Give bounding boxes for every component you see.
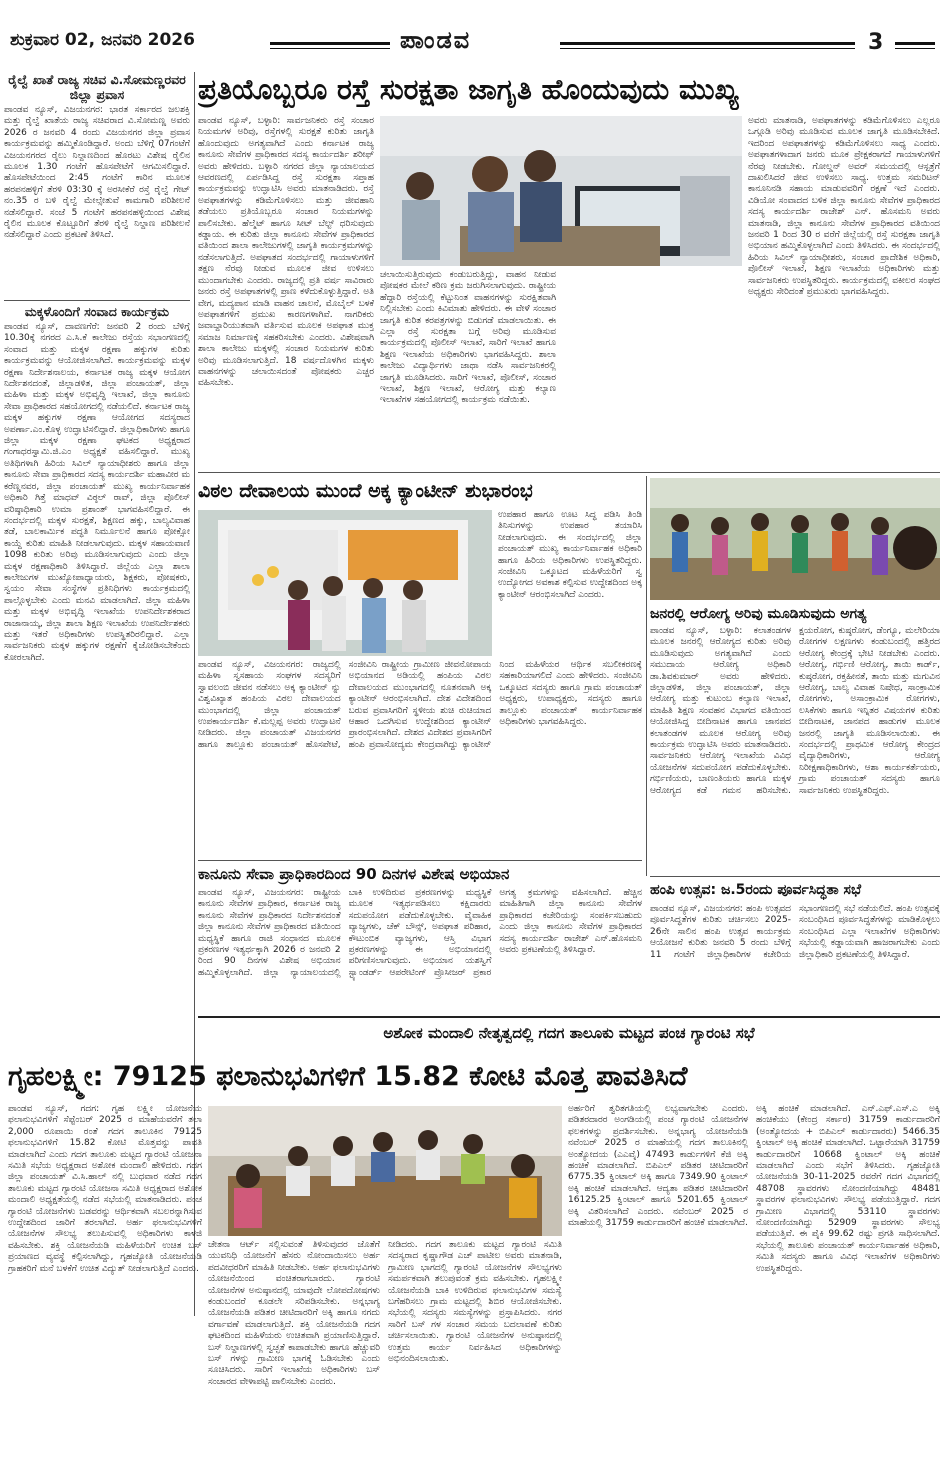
article-body: ಪಾಂಡವ ನ್ಯೂಸ್, ವಿಜಯನಗರ: ರಾಜ್ಯದಲ್ಲಿ ಮಹಿಳಾ ಸ್ವಸಹಾಯ ಸಂಘಗಳ ಸದಸ್ಯರಿಗೆ ಸ್ವಾವಲಂಬಿ ಜೀವನ ನಡೆಸಲು ಅಕ್ಕ ಕ್ಯಾಂಟೀನ್ ನ್ನು ವಿಶ್ವವಿಖ್ಯಾತ ಹಂಪಿಯ ವಿಠಲ ದೇವಾಲಯದ ಮುಂಭಾಗದಲ್ಲಿ ಜಿಲ್ಲಾ ಪಂಚಾಯತ್ ಉಪಕಾರ್ಯದರ್ಶಿ ಕೆ.ಮಲ್ಲಪ್ಪ ಅವರು ಉದ್ಘಾಟನೆ ನೀಡಿದರು. ಜಿಲ್ಲಾ ಪಂಚಾಯತ್ ವಿಜಯನಗರ ಹಾಗೂ ತಾಲ್ಲೂಕು ಪಂಚಾಯತ್ ಹೊಸಪೇಟೆ, ಸಂಜೀವಿನಿ ರಾಷ್ಟ್ರೀಯ ಗ್ರಾಮೀಣ ಜೀವನೋಪಾಯ ಅಭಿಯಾನದ ಅಡಿಯಲ್ಲಿ ಹಂಪಿಯ ವಿಠಲ ದೇವಾಲಯದ ಮುಂಭಾಗದಲ್ಲಿ ನೂತನವಾಗಿ ಅಕ್ಕ ಕ್ಯಾಂಟೀನ್ ಆರಂಭಿಸಲಾಗಿದೆ. ದೇಶ ವಿದೇಶದಿಂದ ಬರುವ ಪ್ರವಾಸಿಗರಿಗೆ ಸ್ಥಳೀಯ ಶುಚಿ ರುಚಿಯಾದ ಆಹಾರ ಒದಗಿಸುವ ಉದ್ದೇಶದಿಂದ ಕ್ಯಾಂಟೀನ್ ಪ್ರಾರಂಭಿಸಲಾಗಿದೆ. ದೇಶದ ವಿದೇಶದ ಪ್ರವಾಸಿಗರಿಗೆ ಹಂಪಿ ಪ್ರವಾಸೋದ್ಯಮ ಕೇಂದ್ರವಾಗಿದ್ದು ಕ್ಯಾಂಟೀನ್ ನಿಂದ ಮಹಿಳೆಯರ ಆರ್ಥಿಕ ಸಬಲೀಕರಣಕ್ಕೆ ಸಹಕಾರಿಯಾಗಲಿದೆ ಎಂದು ಹೇಳಿದರು. ಸಂಜೀವಿನಿ ಒಕ್ಕೂಟದ ಸದಸ್ಯರು ಹಾಗೂ ಗ್ರಾಮ ಪಂಚಾಯತ್ ಅಧ್ಯಕ್ಷರು, ಉಪಾಧ್ಯಕ್ಷರು, ಸದಸ್ಯರು ಹಾಗೂ ತಾಲ್ಲೂಕು ಪಂಚಾಯತ್ ಕಾರ್ಯನಿರ್ವಾಹಕ ಅಧಿಕಾರಿಗಳು ಭಾಗವಹಿಸಿದ್ದರು. [198,660,642,750]
article-minister-visit [4,72,190,298]
akka-canteen-headline: ವಿಠಲ ದೇವಾಲಯ ಮುಂದೆ ಅಕ್ಕ ಕ್ಯಾಂಟೀನ್ ಶುಭಾರಂಭ [198,480,533,502]
top-story-headline: ಪ್ರತಿಯೊಬ್ಬರೂ ರಸ್ತೆ ಸುರಕ್ಷತಾ ಜಾಗೃತಿ ಹೊಂದುವುದು ಮುಖ್ಯ [198,73,739,106]
article-body: ಅರ್ಹರಿಗೆ ತ್ವರಿತಗತಿಯಲ್ಲಿ ಲಭ್ಯವಾಗಬೇಕು ಎಂದರು. ಪಡಿತರದಾರರ ಅಂಗಡಿಯಲ್ಲಿ ಪಂಚ ಗ್ಯಾರಂಟಿ ಯೋಜನೆಗಳ ಫಲಕಗಳನ್ನು ಪ್ರದರ್ಶಿಸಬೇಕು. ಅನ್ನಭಾಗ್ಯ ಯೋಜನೆಯಡಿ ನವೆಂಬರ್ 2025 ರ ಮಾಹೆಯಲ್ಲಿ ಗದಗ ತಾಲೂಕಿನಲ್ಲಿ ಅಂತ್ಯೋದಯ (ಎಎವೈ) 47493 ಕಾರ್ಡುಗಳಿಗೆ ಕೆಜಿ ಅಕ್ಕಿ ಹಂಚಿಕೆ ಮಾಡಲಾಗಿದೆ. ಬಿಪಿಎಲ್ ಪಡಿತರ ಚೀಟಿದಾರರಿಗೆ 6775.35 ಕ್ವಿಂಟಾಲ್ ಅಕ್ಕಿ ಹಾಗೂ 7349.90 ಕ್ವಿಂಟಾಲ್ ಅಕ್ಕಿ ಹಂಚಿಕೆ ಮಾಡಲಾಗಿದೆ. ಆದ್ಯತಾ ಪಡಿತರ ಚೀಟಿದಾರರಿಗೆ 16125.25 ಕ್ವಿಂಟಾಲ್ ಹಾಗೂ 5201.65 ಕ್ವಿಂಟಾಲ್ ಅಕ್ಕಿ ವಿತರಿಸಲಾಗಿದೆ ಎಂದರು. ನವೆಂಬರ್ 2025 ರ ಮಾಹೆಯಲ್ಲಿ 31759 ಕಾರ್ಡುದಾರರಿಗೆ ಹಂಚಿಕೆ ಮಾಡಲಾಗಿದೆ. [568,1104,748,1229]
guarantee-meeting-kicker: ಅಶೋಕ ಮಂದಾಲಿ ನೇತೃತ್ವದಲ್ಲಿ ಗದಗ ತಾಲೂಕು ಮಟ್ಟದ ಪಂಚ ಗ್ಯಾರಂಟಿ ಸಭೆ [383,1024,755,1042]
masthead-rule-right [560,42,855,45]
article-body: ಪಾಂಡವ ನ್ಯೂಸ್, ವಿಜಯನಗರ: ರಾಷ್ಟ್ರೀಯ ಕಾನೂನು ಸೇವೆಗಳ ಪ್ರಾಧಿಕಾರ, ಕರ್ನಾಟಕ ರಾಜ್ಯ ಕಾನೂನು ಸೇವೆಗಳ ಪ್ರಾಧಿಕಾರದ ನಿರ್ದೇಶನದಂತೆ ಜಿಲ್ಲಾ ಕಾನೂನು ಸೇವೆಗಳ ಪ್ರಾಧಿಕಾರದ ವತಿಯಿಂದ ಮಧ್ಯಸ್ಥಿಕೆ ಹಾಗೂ ರಾಜಿ ಸಂಧಾನದ ಮೂಲಕ ಪ್ರಕರಣಗಳ ಇತ್ಯರ್ಥಕ್ಕಾಗಿ 2026 ರ ಜನವರಿ 2 ರಿಂದ 90 ದಿನಗಳ ವಿಶೇಷ ಅಭಿಯಾನ ಹಮ್ಮಿಕೊಳ್ಳಲಾಗಿದೆ. ಜಿಲ್ಲಾ ನ್ಯಾಯಾಲಯದಲ್ಲಿ ಬಾಕಿ ಉಳಿದಿರುವ ಪ್ರಕರಣಗಳನ್ನು ಮಧ್ಯಸ್ಥಿಕೆ ಮೂಲಕ ಇತ್ಯರ್ಥಪಡಿಸಲು ಕಕ್ಷಿದಾರರು ಸದುಪಯೋಗ ಪಡೆದುಕೊಳ್ಳಬೇಕು. ವೈವಾಹಿಕ ವ್ಯಾಜ್ಯಗಳು, ಚೆಕ್ ಬೌನ್ಸ್, ಅಪಘಾತ ಪರಿಹಾರ, ಕೌಟುಂಬಿಕ ವ್ಯಾಜ್ಯಗಳು, ಆಸ್ತಿ ವಿಭಾಗ ಪ್ರಕರಣಗಳನ್ನು ಈ ಅಭಿಯಾನದಲ್ಲಿ ಪರಿಗಣಿಸಲಾಗುವುದು. ಅಭಿಯಾನ ಯಶಸ್ವಿಗೆ ಸ್ಟ್ಯಾಂಡರ್ಡ್ ಆಪರೇಟಿಂಗ್ ಪ್ರೊಸೀಜರ್ ಪ್ರಕಾರ ಅಗತ್ಯ ಕ್ರಮಗಳನ್ನು ವಹಿಸಲಾಗಿದೆ. ಹೆಚ್ಚಿನ ಮಾಹಿತಿಗಾಗಿ ಜಿಲ್ಲಾ ಕಾನೂನು ಸೇವೆಗಳ ಪ್ರಾಧಿಕಾರದ ಕಚೇರಿಯನ್ನು ಸಂಪರ್ಕಿಸಬಹುದು ಎಂದು ಜಿಲ್ಲಾ ಕಾನೂನು ಸೇವೆಗಳ ಪ್ರಾಧಿಕಾರದ ಸದಸ್ಯ ಕಾರ್ಯದರ್ಶಿ ರಾಜೇಶ್ ಎನ್.ಹೊಸಮನಿ ಅವರು ಪ್ರಕಟಣೆಯಲ್ಲಿ ತಿಳಿಸಿದ್ದಾರೆ. [198,888,642,978]
gruhalakshmi-col4 [568,1104,748,1470]
top-story-col-left [198,116,374,436]
gruhalakshmi-col3 [388,1240,562,1470]
masthead-rule-left [270,42,390,45]
akka-side-text [498,510,642,656]
gruhalakshmi-col2 [208,1240,380,1470]
page-number: 3 [868,30,884,55]
article-body: ಪಾಂಡವ ನ್ಯೂಸ್, ಗದಗ: ಗೃಹ ಲಕ್ಷ್ಮೀ ಯೋಜನೆಯ ಫಲಾನುಭವಿಗಳಿಗೆ ಸೆಪ್ಟೆಂಬರ್ 2025 ರ ಮಾಹೆಯವರೆಗೆ ತಲಾ 2,000 ರೂಪಾಯಿ ರಂತೆ ಗದಗ ತಾಲೂಕಿನ 79125 ಫಲಾನುಭವಿಗಳಿಗೆ 15.82 ಕೋಟಿ ಮೊತ್ತವನ್ನು ಪಾವತಿ ಮಾಡಲಾಗಿದೆ ಎಂದು ಗದಗ ತಾಲೂಕು ಮಟ್ಟದ ಗ್ಯಾರಂಟಿ ಯೋಜನಾ ಸಮಿತಿ ಸಭೆಯ ಅಧ್ಯಕ್ಷರಾದ ಅಶೋಕ ಮಂದಾಲಿ ಹೇಳಿದರು. ಗದಗ ಜಿಲ್ಲಾ ಪಂಚಾಯತ್ ವಿ.ಸಿ.ಹಾಲ್ ನಲ್ಲಿ ಬುಧವಾರ ನಡೆದ ಗದಗ ತಾಲೂಕು ಮಟ್ಟದ ಗ್ಯಾರಂಟಿ ಯೋಜನಾ ಸಮಿತಿ ಅಧ್ಯಕ್ಷರಾದ ಅಶೋಕ ಮಂದಾಲಿ ಅಧ್ಯಕ್ಷತೆಯಲ್ಲಿ ನಡೆದ ಸಭೆಯಲ್ಲಿ ಮಾತನಾಡಿದರು. ಪಂಚ ಗ್ಯಾರಂಟಿ ಯೋಜನೆಗಳು ಬಡವರನ್ನು ಆರ್ಥಿಕವಾಗಿ ಸಬಲರನ್ನಾಗಿಸುವ ಉದ್ದೇಶದಿಂದ ಜಾರಿಗೆ ತರಲಾಗಿದೆ. ಅರ್ಹ ಫಲಾನುಭವಿಗಳಿಗೆ ಯೋಜನೆಗಳ ಸೌಲಭ್ಯ ತಲುಪಿಸುವಲ್ಲಿ ಅಧಿಕಾರಿಗಳು ಕಾಳಜಿ ವಹಿಸಬೇಕು. ಶಕ್ತಿ ಯೋಜನೆಯಡಿ ಮಹಿಳೆಯರಿಗೆ ಉಚಿತ ಬಸ್ ಪ್ರಯಾಣದ ವ್ಯವಸ್ಥೆ ಕಲ್ಪಿಸಲಾಗಿದ್ದು, ಗೃಹಜ್ಯೋತಿ ಯೋಜನೆಯಡಿ ಗ್ರಾಹಕರಿಗೆ ಮನೆ ಬಳಕೆಗೆ ಉಚಿತ ವಿದ್ಯುತ್ ನೀಡಲಾಗುತ್ತಿದೆ ಎಂದರು. [8,1104,202,1274]
newspaper-name: ಪಾಂಡವ [400,26,472,54]
masthead-rule-left-thin [270,48,390,49]
column-rule [646,476,647,876]
guarantee-meeting-photo [208,1106,562,1236]
divider [198,472,940,473]
article-body: ಪಾಂಡವ ನ್ಯೂಸ್, ಬಳ್ಳಾರಿ: ಸಾರ್ವಜನಿಕರು ರಸ್ತೆ ಸಂಚಾರ ನಿಯಮಗಳ ಅರಿವು, ರಸ್ತೆಗಳಲ್ಲಿ ಸುರಕ್ಷತೆ ಕುರಿತು ಜಾಗೃತಿ ಹೊಂದುವುದು ಅಗತ್ಯವಾಗಿದೆ ಎಂದು ಕರ್ನಾಟಕ ರಾಜ್ಯ ಕಾನೂನು ಸೇವೆಗಳ ಪ್ರಾಧಿಕಾರದ ಸದಸ್ಯ ಕಾರ್ಯದರ್ಶಿ ಶರೀಫ್ ಅವರು ಹೇಳಿದರು. ಬಳ್ಳಾರಿ ನಗರದ ಜಿಲ್ಲಾ ನ್ಯಾಯಾಲಯದ ಆವರಣದಲ್ಲಿ ಏರ್ಪಡಿಸಿದ್ದ ರಸ್ತೆ ಸುರಕ್ಷತಾ ಸಪ್ತಾಹ ಕಾರ್ಯಕ್ರಮವನ್ನು ಉದ್ಘಾಟಿಸಿ ಅವರು ಮಾತನಾಡಿದರು. ರಸ್ತೆ ಅಪಘಾತಗಳನ್ನು ಕಡಿಮೆಗೊಳಿಸಲು ಮತ್ತು ಜೀವಹಾನಿ ತಡೆಯಲು ಪ್ರತಿಯೊಬ್ಬರೂ ಸಂಚಾರ ನಿಯಮಗಳನ್ನು ಪಾಲಿಸಬೇಕು. ಹೆಲ್ಮೆಟ್ ಹಾಗೂ ಸೀಟ್ ಬೆಲ್ಟ್ ಧರಿಸುವುದು ಕಡ್ಡಾಯ. ಈ ಕುರಿತು ಜಿಲ್ಲಾ ಕಾನೂನು ಸೇವೆಗಳ ಪ್ರಾಧಿಕಾರದ ವತಿಯಿಂದ ಶಾಲಾ ಕಾಲೇಜುಗಳಲ್ಲಿ ಜಾಗೃತಿ ಕಾರ್ಯಕ್ರಮಗಳನ್ನು ನಡೆಸಲಾಗುತ್ತಿದೆ. ಅಪಘಾತದ ಸಂದರ್ಭದಲ್ಲಿ ಗಾಯಾಳುಗಳಿಗೆ ತಕ್ಷಣ ನೆರವು ನೀಡುವ ಮೂಲಕ ಜೀವ ಉಳಿಸಲು ಮುಂದಾಗಬೇಕು ಎಂದರು. ರಾಜ್ಯದಲ್ಲಿ ಪ್ರತಿ ವರ್ಷ ಸಾವಿರಾರು ಜನರು ರಸ್ತೆ ಅಪಘಾತಗಳಲ್ಲಿ ಪ್ರಾಣ ಕಳೆದುಕೊಳ್ಳುತ್ತಿದ್ದಾರೆ. ಅತಿ ವೇಗ, ಮದ್ಯಪಾನ ಮಾಡಿ ವಾಹನ ಚಾಲನೆ, ಮೊಬೈಲ್ ಬಳಕೆ ಅಪಘಾತಗಳಿಗೆ ಪ್ರಮುಖ ಕಾರಣಗಳಾಗಿವೆ. ನಾಗರಿಕರು ಜವಾಬ್ದಾರಿಯುತವಾಗಿ ವರ್ತಿಸುವ ಮೂಲಕ ಅಪಘಾತ ಮುಕ್ತ ಸಮಾಜ ನಿರ್ಮಾಣಕ್ಕೆ ಸಹಕರಿಸಬೇಕು ಎಂದರು. ವಿಶೇಷವಾಗಿ ಶಾಲಾ ಕಾಲೇಜು ಮಕ್ಕಳಲ್ಲಿ ಸಂಚಾರ ನಿಯಮಗಳ ಕುರಿತು ಅರಿವು ಮೂಡಿಸಲಾಗುತ್ತಿದೆ. 18 ವರ್ಷದೊಳಗಿನ ಮಕ್ಕಳು ವಾಹನಗಳನ್ನು ಚಲಾಯಿಸದಂತೆ ಪೋಷಕರು ಎಚ್ಚರ ವಹಿಸಬೇಕು. [198,116,374,389]
masthead-rule-right-thin [560,48,855,49]
top-story-col-mid2 [562,270,740,436]
akka-body [198,660,642,856]
article-body: ಪಾಂಡವ ನ್ಯೂಸ್, ವಿಜಯನಗರ: ಭಾರತ ಸರ್ಕಾರದ ಜಲಶಕ್ತಿ ಮತ್ತು ರೈಲ್ವೆ ಖಾತೆಯ ರಾಜ್ಯ ಸಚಿವರಾದ ವಿ.ಸೋಮಣ್ಣ ಅವರು 2026 ರ ಜನವರಿ 4 ರಂದು ವಿಜಯನಗರ ಜಿಲ್ಲಾ ಪ್ರವಾಸ ಕಾರ್ಯಕ್ರಮವನ್ನು ಹಮ್ಮಿಕೊಂಡಿದ್ದಾರೆ. ಅಂದು ಬೆಳಿಗ್ಗೆ 07ಗಂಟೆಗೆ ವಿಜಯನಗರದ ರೈಲು ನಿಲ್ದಾಣದಿಂದ ಹೊರಟು ವಿಶೇಷ ರೈಲಿನ ಮೂಲಕ 1.30 ಗಂಟೆಗೆ ಹೊಸಪೇಟೆಗೆ ಆಗಮಿಸಲಿದ್ದಾರೆ. ಹೊಸಪೇಟೆಯಿಂದ 2:45 ಗಂಟೆಗೆ ಕಾರಿನ ಮೂಲಕ ಹರಪನಹಳ್ಳಿಗೆ ತೆರಳಿ 03:30 ಕ್ಕೆ ಅರಸೀಕೆರೆ ರಸ್ತೆ ರೈಲ್ವೆ ಗೇಟ್ ನಂ.35 ರ ಬಳಿ ರೈಲ್ವೆ ಮೇಲ್ಸೇತುವೆ ಕಾಮಗಾರಿ ಪರಿಶೀಲನೆ ನಡೆಸಲಿದ್ದಾರೆ. ಸಂಜೆ 5 ಗಂಟೆಗೆ ಹರಪನಹಳ್ಳಿಯಿಂದ ವಿಶೇಷ ರೈಲಿನ ಮೂಲಕ ಕೊಟ್ಟೂರಿಗೆ ತೆರಳಿ ರೈಲ್ವೆ ನಿಲ್ದಾಣ ಪರಿಶೀಲನೆ ನಡೆಸಲಿದ್ದಾರೆ ಎಂದು ಪ್ರಕಟಣೆ ತಿಳಿಸಿದೆ. [4,105,190,241]
article-body: ಉಪಹಾರ ಹಾಗೂ ಊಟ ಸಿದ್ಧ ಪಡಿಸಿ ತಿಂಡಿ ತಿನಿಸುಗಳನ್ನು ಉಪಹಾರ ತಯಾರಿಸಿ ನೀಡಲಾಗುವುದು. ಈ ಸಂದರ್ಭದಲ್ಲಿ ಜಿಲ್ಲಾ ಪಂಚಾಯತ್ ಮುಖ್ಯ ಕಾರ್ಯನಿರ್ವಾಹಕ ಅಧಿಕಾರಿ ಹಾಗೂ ಹಿರಿಯ ಅಧಿಕಾರಿಗಳು ಉಪಸ್ಥಿತರಿದ್ದರು. ಸಂಜೀವಿನಿ ಒಕ್ಕೂಟದ ಮಹಿಳೆಯರಿಗೆ ಸ್ವ ಉದ್ಯೋಗದ ಅವಕಾಶ ಕಲ್ಪಿಸುವ ಉದ್ದೇಶದಿಂದ ಅಕ್ಕ ಕ್ಯಾಂಟೀನ್ ಆರಂಭಿಸಲಾಗಿದೆ ಎಂದರು. [498,510,642,600]
article-body: ನೀಡಿದರು. ಗದಗ ತಾಲೂಕು ಮಟ್ಟದ ಗ್ಯಾರಂಟಿ ಸಮಿತಿ ಸದಸ್ಯರಾದ ಕೃಷ್ಣಾಗೌಡ ಎಚ್ ಪಾಟೀಲ ಅವರು ಮಾತನಾಡಿ, ಗ್ರಾಮೀಣ ಭಾಗದಲ್ಲಿ ಗ್ಯಾರಂಟಿ ಯೋಜನೆಗಳ ಸೌಲಭ್ಯಗಳು ಸಮರ್ಪಕವಾಗಿ ತಲುಪುವಂತೆ ಕ್ರಮ ವಹಿಸಬೇಕು. ಗೃಹಲಕ್ಷ್ಮೀ ಯೋಜನೆಯಡಿ ಬಾಕಿ ಉಳಿದಿರುವ ಫಲಾನುಭವಿಗಳ ಸಮಸ್ಯೆ ಬಗೆಹರಿಸಲು ಗ್ರಾಮ ಮಟ್ಟದಲ್ಲಿ ಶಿಬಿರ ಆಯೋಜಿಸಬೇಕು. ಸಭೆಯಲ್ಲಿ ಸದಸ್ಯರು ಸಮಸ್ಯೆಗಳನ್ನು ಪ್ರಸ್ತಾಪಿಸಿದರು. ನಗರ ಸಾರಿಗೆ ಬಸ್ ಗಳ ಸಂಚಾರ ಸಮಯ ಬದಲಾವಣೆ ಕುರಿತು ಚರ್ಚಿಸಲಾಯಿತು. ಗ್ಯಾರಂಟಿ ಯೋಜನೆಗಳ ಅನುಷ್ಠಾನದಲ್ಲಿ ಉತ್ತಮ ಕಾರ್ಯ ನಿರ್ವಹಿಸಿದ ಅಧಿಕಾರಿಗಳನ್ನು ಅಭಿನಂದಿಸಲಾಯಿತು. [388,1240,562,1365]
article-body: ಪಾಂಡವ ನ್ಯೂಸ್, ಬಳ್ಳಾರಿ: ಕಲಾತಂಡಗಳ ಮೂಲಕ ಜನರಲ್ಲಿ ಆರೋಗ್ಯದ ಕುರಿತು ಅರಿವು ಮೂಡಿಸುವುದು ಅಗತ್ಯವಾಗಿದೆ ಎಂದು ಸಮುದಾಯ ಆರೋಗ್ಯ ಅಧಿಕಾರಿ ಡಾ.ಶಿವಕುಮಾರ್ ಅವರು ಹೇಳಿದರು. ಜಿಲ್ಲಾಡಳಿತ, ಜಿಲ್ಲಾ ಪಂಚಾಯತ್, ಜಿಲ್ಲಾ ಆರೋಗ್ಯ ಮತ್ತು ಕುಟುಂಬ ಕಲ್ಯಾಣ ಇಲಾಖೆ, ಮಾಹಿತಿ ಶಿಕ್ಷಣ ಸಂವಹನ ವಿಭಾಗದ ವತಿಯಿಂದ ಆಯೋಜಿಸಿದ್ದ ಬೀದಿನಾಟಕ ಹಾಗೂ ಜಾನಪದ ಕಲಾತಂಡಗಳ ಮೂಲಕ ಆರೋಗ್ಯ ಅರಿವು ಕಾರ್ಯಕ್ರಮ ಉದ್ಘಾಟಿಸಿ ಅವರು ಮಾತನಾಡಿದರು. ಸಾರ್ವಜನಿಕರು ಆರೋಗ್ಯ ಇಲಾಖೆಯ ವಿವಿಧ ಯೋಜನೆಗಳ ಸದುಪಯೋಗ ಪಡೆದುಕೊಳ್ಳಬೇಕು. ಗರ್ಭಿಣಿಯರು, ಬಾಣಂತಿಯರು ಹಾಗೂ ಮಕ್ಕಳ ಆರೋಗ್ಯದ ಕಡೆ ಗಮನ ಹರಿಸಬೇಕು. ಕ್ಷಯರೋಗ, ಕುಷ್ಠರೋಗ, ಡೆಂಗ್ಯೂ, ಮಲೇರಿಯಾ ರೋಗಗಳ ಲಕ್ಷಣಗಳು ಕಂಡುಬಂದಲ್ಲಿ ಹತ್ತಿರದ ಆರೋಗ್ಯ ಕೇಂದ್ರಕ್ಕೆ ಭೇಟಿ ನೀಡಬೇಕು ಎಂದರು. ಆರೋಗ್ಯ, ಗರ್ಭಿಣಿ ಆರೋಗ್ಯ, ತಾಯಿ ಕಾರ್ಡ್, ಕುಷ್ಠರೋಗ, ರಕ್ತಹೀನತೆ, ತಾಯಿ ಮತ್ತು ಮಗುವಿನ ಆರೋಗ್ಯ, ಬಾಲ್ಯ ವಿವಾಹ ನಿಷೇಧ, ಸಾಂಕ್ರಾಮಿಕ ರೋಗಗಳು, ಅಸಾಂಕ್ರಾಮಿಕ ರೋಗಗಳು, ಲಸಿಕೆಗಳು ಹಾಗೂ ಇನ್ನಿತರ ವಿಷಯಗಳ ಕುರಿತು ಬೀದಿನಾಟಕ, ಜಾನಪದ ಹಾಡುಗಳ ಮೂಲಕ ಜನರಲ್ಲಿ ಜಾಗೃತಿ ಮೂಡಿಸಲಾಯಿತು. ಈ ಸಂದರ್ಭದಲ್ಲಿ ಪ್ರಾಥಮಿಕ ಆರೋಗ್ಯ ಕೇಂದ್ರದ ವೈದ್ಯಾಧಿಕಾರಿಗಳು, ಆರೋಗ್ಯ ನಿರೀಕ್ಷಣಾಧಿಕಾರಿಗಳು, ಆಶಾ ಕಾರ್ಯಕರ್ತೆಯರು, ಗ್ರಾಮ ಪಂಚಾಯತ್ ಸದಸ್ಯರು ಹಾಗೂ ಸಾರ್ವಜನಿಕರು ಉಪಸ್ಥಿತರಿದ್ದರು. [650,626,940,796]
legal-campaign-headline: ಕಾನೂನು ಸೇವಾ ಪ್ರಾಧಿಕಾರದಿಂದ 90 ದಿನಗಳ ವಿಶೇಷ ಅಭಿಯಾನ [198,865,510,883]
gruhalakshmi-col1 [8,1104,202,1470]
article-headline: ರೈಲ್ವೆ ಖಾತೆ ರಾಜ್ಯ ಸಚಿವ ವಿ.ಸೋಮಣ್ಣರವರ ಜಿಲ್ಲಾ ಪ್ರವಾಸ [8,72,186,102]
hampi-headline: ಹಂಪಿ ಉತ್ಸವ: ಜ.5ರಂದು ಪೂರ್ವಸಿದ್ಧತಾ ಸಭೆ [650,882,862,898]
masthead-rule-far-right-thin [895,48,935,49]
top-story-col-right [748,116,940,464]
article-body: ಚಲಾಯಿಸುತ್ತಿರುವುದು ಕಂಡುಬರುತ್ತಿದ್ದು, ವಾಹನ ನೀಡುವ ಪೋಷಕರ ಮೇಲೆ ಕಠಿಣ ಕ್ರಮ ಜರುಗಿಸಲಾಗುವುದು. ರಾಷ್ಟ್ರೀಯ ಹೆದ್ದಾರಿ ರಸ್ತೆಯಲ್ಲಿ ಕೆಟ್ಟುನಿಂತ ವಾಹನಗಳನ್ನು ಸುರಕ್ಷಿತವಾಗಿ ನಿಲ್ಲಿಸಬೇಕು ಎಂದು ಕಿವಿಮಾತು ಹೇಳಿದರು. ಈ ವೇಳೆ ಸಂಚಾರ ಜಾಗೃತಿ ಕುರಿತ ಕರಪತ್ರಗಳನ್ನು ಬಿಡುಗಡೆ ಮಾಡಲಾಯಿತು. ಈ ಎಲ್ಲಾ ರಸ್ತೆ ಸುರಕ್ಷತಾ ಬಗ್ಗೆ ಅರಿವು ಮೂಡಿಸುವ ಕಾರ್ಯಕ್ರಮದಲ್ಲಿ ಪೊಲೀಸ್ ಇಲಾಖೆ, ಸಾರಿಗೆ ಇಲಾಖೆ ಹಾಗೂ ಶಿಕ್ಷಣ ಇಲಾಖೆಯ ಅಧಿಕಾರಿಗಳು ಭಾಗವಹಿಸಿದ್ದರು. ಶಾಲಾ ಕಾಲೇಜು ವಿದ್ಯಾರ್ಥಿಗಳು ಜಾಥಾ ನಡೆಸಿ ಸಾರ್ವಜನಿಕರಲ್ಲಿ ಜಾಗೃತಿ ಮೂಡಿಸಿದರು. ಸಾರಿಗೆ ಇಲಾಖೆ, ಪೊಲೀಸ್, ಸಂಚಾರ ಇಲಾಖೆ, ಶಿಕ್ಷಣ ಇಲಾಖೆ, ಆರೋಗ್ಯ ಮತ್ತು ಕಲ್ಯಾಣ ಇಲಾಖೆಗಳ ಸಹಯೋಗದಲ್ಲಿ ಕಾರ್ಯಕ್ರಮ ನಡೆಯಿತು. [380,270,556,406]
article-body: ಪಾಂಡವ ನ್ಯೂಸ್, ವಿಜಯನಗರ: ಹಂಪಿ ಉತ್ಸವದ ಪೂರ್ವಸಿದ್ಧತೆಗಳ ಕುರಿತು ಚರ್ಚಿಸಲು 2025-26ನೇ ಸಾಲಿನ ಹಂಪಿ ಉತ್ಸವ ಕಾರ್ಯಕ್ರಮ ಆಯೋಜನೆ ಕುರಿತು ಜನವರಿ 5 ರಂದು ಬೆಳಿಗ್ಗೆ 11 ಗಂಟೆಗೆ ಜಿಲ್ಲಾಧಿಕಾರಿಗಳ ಕಚೇರಿಯ ಸಭಾಂಗಣದಲ್ಲಿ ಸಭೆ ನಡೆಯಲಿದೆ. ಹಂಪಿ ಉತ್ಸವಕ್ಕೆ ಸಂಬಂಧಿಸಿದ ಪೂರ್ವಸಿದ್ಧತೆಗಳನ್ನು ಮಾಡಿಕೊಳ್ಳಲು ಸಂಬಂಧಿಸಿದ ಎಲ್ಲಾ ಇಲಾಖೆಗಳ ಅಧಿಕಾರಿಗಳು ಸಭೆಯಲ್ಲಿ ಕಡ್ಡಾಯವಾಗಿ ಹಾಜರಾಗಬೇಕು ಎಂದು ಜಿಲ್ಲಾಧಿಕಾರಿ ಪ್ರಕಟಣೆಯಲ್ಲಿ ತಿಳಿಸಿದ್ದಾರೆ. [650,904,940,960]
gruhalakshmi-col5 [756,1104,940,1470]
divider [198,860,642,861]
divider [4,300,190,301]
article-headline: ಮಕ್ಕಳೊಂದಿಗೆ ಸಂವಾದ ಕಾರ್ಯಕ್ರಮ [24,304,170,319]
divider [198,1016,940,1018]
legal-campaign-body [198,888,642,1012]
road-safety-photo [380,116,742,266]
health-awareness-photo [650,478,940,600]
masthead [0,0,945,68]
masthead-rule-far-right [895,42,935,45]
hampi-body [650,904,940,1012]
article-body: ಅವರು ಮಾತನಾಡಿ, ಅಪಘಾತಗಳನ್ನು ಕಡಿಮೆಗೊಳಿಸಲು ಎಲ್ಲರೂ ಒಗ್ಗೂಡಿ ಅರಿವು ಮೂಡಿಸುವ ಮೂಲಕ ಜಾಗೃತಿ ಮೂಡಿಸಬೇಕಿದೆ. ಇದರಿಂದ ಅಪಘಾತಗಳನ್ನು ಕಡಿಮೆಗೊಳಿಸಲು ಸಾಧ್ಯ ಎಂದರು. ಅಪಘಾತಗಳಾದಾಗ ಜನರು ಮೂಕ ಪ್ರೇಕ್ಷಕರಾಗದೆ ಗಾಯಾಳುಗಳಿಗೆ ನೆರವು ನೀಡಬೇಕು. ಗೋಲ್ಡನ್ ಅವರ್ ಸಮಯದಲ್ಲಿ ಆಸ್ಪತ್ರೆಗೆ ದಾಖಲಿಸಿದರೆ ಜೀವ ಉಳಿಸಲು ಸಾಧ್ಯ. ಉತ್ತಮ ಸಮರಿಟನ್ ಕಾನೂನಿನಡಿ ಸಹಾಯ ಮಾಡುವವರಿಗೆ ರಕ್ಷಣೆ ಇದೆ ಎಂದರು. ವಿಡಿಯೋ ಸಂವಾದದ ಬಳಿಕ ಜಿಲ್ಲಾ ಕಾನೂನು ಸೇವೆಗಳ ಪ್ರಾಧಿಕಾರದ ಸದಸ್ಯ ಕಾರ್ಯದರ್ಶಿ ರಾಜೇಶ್ ಎನ್. ಹೊಸಮನಿ ಅವರು ಮಾತನಾಡಿ, ಜಿಲ್ಲಾ ಕಾನೂನು ಸೇವೆಗಳ ಪ್ರಾಧಿಕಾರದ ವತಿಯಿಂದ ಜನವರಿ 1 ರಿಂದ 30 ರ ವರೆಗೆ ಜಿಲ್ಲೆಯಲ್ಲಿ ರಸ್ತೆ ಸುರಕ್ಷತಾ ಜಾಗೃತಿ ಅಭಿಯಾನ ಹಮ್ಮಿಕೊಳ್ಳಲಾಗಿದೆ ಎಂದು ತಿಳಿಸಿದರು. ಈ ಸಂದರ್ಭದಲ್ಲಿ ಹಿರಿಯ ಸಿವಿಲ್ ನ್ಯಾಯಾಧೀಶರು, ಸಂಚಾರ ಪ್ರಾದೇಶಿಕ ಅಧಿಕಾರಿ, ಪೊಲೀಸ್ ಇಲಾಖೆ, ಶಿಕ್ಷಣ ಇಲಾಖೆಯ ಅಧಿಕಾರಿಗಳು ಮತ್ತು ಸಾರ್ವಜನಿಕರು ಉಪಸ್ಥಿತರಿದ್ದರು. ಕಾರ್ಯಕ್ರಮದಲ್ಲಿ ವಕೀಲರ ಸಂಘದ ಅಧ್ಯಕ್ಷರು ಸೇರಿದಂತೆ ಪ್ರಮುಖರು ಭಾಗವಹಿಸಿದ್ದರು. [748,116,940,298]
top-story-col-mid [380,270,556,436]
divider [650,876,940,877]
health-body [650,626,940,874]
article-body: ಚೇತನಾ ಆರ್ಟ್ ಸಲ್ಲಿಸುವಂತೆ ತಿಳಿಸುವುದರ ಜೊತೆಗೆ ಯುವನಿಧಿ ಯೋಜನೆಗೆ ಹೆಸರು ನೋಂದಾಯಿಸಲು ಅರ್ಹ ಪದವೀಧರರಿಗೆ ಮಾಹಿತಿ ನೀಡಬೇಕು. ಅರ್ಹ ಫಲಾನುಭವಿಗಳು ಯೋಜನೆಯಿಂದ ವಂಚಿತರಾಗಬಾರದು. ಗ್ಯಾರಂಟಿ ಯೋಜನೆಗಳ ಅನುಷ್ಠಾನದಲ್ಲಿ ಯಾವುದೇ ಲೋಪದೋಷಗಳು ಕಂಡುಬಂದರೆ ಕೂಡಲೇ ಸರಿಪಡಿಸಬೇಕು. ಅನ್ನಭಾಗ್ಯ ಯೋಜನೆಯಡಿ ಪಡಿತರ ಚೀಟಿದಾರರಿಗೆ ಅಕ್ಕಿ ಹಾಗೂ ನಗದು ವರ್ಗಾವಣೆ ಮಾಡಲಾಗುತ್ತಿದೆ. ಶಕ್ತಿ ಯೋಜನೆಯಡಿ ಗದಗ ಘಟಕದಿಂದ ಮಹಿಳೆಯರು ಉಚಿತವಾಗಿ ಪ್ರಯಾಣಿಸುತ್ತಿದ್ದಾರೆ. ಬಸ್ ನಿಲ್ದಾಣಗಳಲ್ಲಿ ಸ್ವಚ್ಛತೆ ಕಾಪಾಡಬೇಕು ಹಾಗೂ ಹೆಚ್ಚುವರಿ ಬಸ್ ಗಳನ್ನು ಗ್ರಾಮೀಣ ಭಾಗಕ್ಕೆ ಓಡಿಸಬೇಕು ಎಂದು ಸೂಚಿಸಿದರು. ಸಾರಿಗೆ ಇಲಾಖೆಯ ಅಧಿಕಾರಿಗಳು ಬಸ್ ಸಂಚಾರದ ವೇಳಾಪಟ್ಟಿ ಪಾಲಿಸಬೇಕು ಎಂದರು. [208,1240,380,1387]
issue-date: ಶುಕ್ರವಾರ 02, ಜನವರಿ 2026 [10,30,195,50]
health-headline: ಜನರಲ್ಲಿ ಆರೋಗ್ಯ ಅರಿವು ಮೂಡಿಸುವುದು ಅಗತ್ಯ [650,606,867,622]
article-body: ಪಾಂಡವ ನ್ಯೂಸ್, ದಾವಣಗೆರೆ: ಜನವರಿ 2 ರಂದು ಬೆಳಿಗ್ಗೆ 10.30ಕ್ಕೆ ನಗರದ ಎ.ಸಿ.ಕೆ ಕಾಲೇಜು ರಸ್ತೆಯ ಸಭಾಂಗಣದಲ್ಲಿ ಸಂವಾದ ಮತ್ತು ಮಕ್ಕಳ ರಕ್ಷಣಾ ಹಕ್ಕುಗಳ ಕುರಿತು ಕಾರ್ಯಕ್ರಮವನ್ನು ಆಯೋಜಿಸಲಾಗಿದೆ. ಕಾರ್ಯಕ್ರಮವನ್ನು ಮಕ್ಕಳ ರಕ್ಷಣಾ ನಿರ್ದೇಶನಾಲಯ, ಕರ್ನಾಟಕ ರಾಜ್ಯ ಮಕ್ಕಳ ಆಯೋಗ ನಿರ್ದೇಶನದಂತೆ, ಜಿಲ್ಲಾಡಳಿತ, ಜಿಲ್ಲಾ ಪಂಚಾಯತ್, ಜಿಲ್ಲಾ ಮಹಿಳಾ ಮತ್ತು ಮಕ್ಕಳ ಅಭಿವೃದ್ಧಿ ಇಲಾಖೆ, ಜಿಲ್ಲಾ ಕಾನೂನು ಸೇವಾ ಪ್ರಾಧಿಕಾರದ ಸಹಯೋಗದಲ್ಲಿ ನಡೆಯಲಿದೆ. ಕರ್ನಾಟಕ ರಾಜ್ಯ ಮಕ್ಕಳ ಹಕ್ಕುಗಳ ರಕ್ಷಣಾ ಆಯೋಗದ ಸದಸ್ಯರಾದ ಅಪರ್ಣಾ.ಎಂ.ಕೊಳ್ಳ ಉದ್ಘಾಟಿಸಲಿದ್ದಾರೆ. ಜಿಲ್ಲಾಧಿಕಾರಿಗಳು ಹಾಗೂ ಜಿಲ್ಲಾ ಮಕ್ಕಳ ರಕ್ಷಣಾ ಘಟಕದ ಅಧ್ಯಕ್ಷರಾದ ಗಂಗಾಧರಸ್ವಾಮಿ.ಜಿ.ಎಂ ಅಧ್ಯಕ್ಷತೆ ವಹಿಸಲಿದ್ದಾರೆ. ಮುಖ್ಯ ಅತಿಥಿಗಳಾಗಿ ಹಿರಿಯ ಸಿವಿಲ್ ನ್ಯಾಯಾಧೀಶರು ಹಾಗೂ ಜಿಲ್ಲಾ ಕಾನೂನು ಸೇವಾ ಪ್ರಾಧಿಕಾರದ ಸದಸ್ಯ ಕಾರ್ಯದರ್ಶಿ ಮಹಾವೀರ ಮ ಕರೆಣ್ಣನವರ, ಜಿಲ್ಲಾ ಪಂಚಾಯತ್ ಮುಖ್ಯ ಕಾರ್ಯನಿರ್ವಾಹಕ ಅಧಿಕಾರಿ ಗಿತ್ತೆ ಮಾಧವ್ ವಿಠ್ಠಲ್ ರಾವ್, ಜಿಲ್ಲಾ ಪೊಲೀಸ್ ವರಿಷ್ಠಾಧಿಕಾರಿ ಉಮಾ ಪ್ರಶಾಂತ್ ಭಾಗವಹಿಸಲಿದ್ದಾರೆ. ಈ ಸಂದರ್ಭದಲ್ಲಿ ಮಕ್ಕಳ ಸುರಕ್ಷತೆ, ಶಿಕ್ಷಣದ ಹಕ್ಕು, ಬಾಲ್ಯವಿವಾಹ ತಡೆ, ಬಾಲಕಾರ್ಮಿಕ ಪದ್ಧತಿ ನಿರ್ಮೂಲನೆ ಹಾಗೂ ಪೋಕ್ಸೋ ಕಾಯ್ದೆ ಕುರಿತು ಮಾಹಿತಿ ನೀಡಲಾಗುವುದು. ಮಕ್ಕಳ ಸಹಾಯವಾಣಿ 1098 ಕುರಿತು ಅರಿವು ಮೂಡಿಸಲಾಗುವುದು ಎಂದು ಜಿಲ್ಲಾ ಮಕ್ಕಳ ರಕ್ಷಣಾಧಿಕಾರಿ ತಿಳಿಸಿದ್ದಾರೆ. ಜಿಲ್ಲೆಯ ಎಲ್ಲಾ ಶಾಲಾ ಕಾಲೇಜುಗಳ ಮುಖ್ಯೋಪಾಧ್ಯಾಯರು, ಶಿಕ್ಷಕರು, ಪೋಷಕರು, ಸ್ವಯಂ ಸೇವಾ ಸಂಸ್ಥೆಗಳ ಪ್ರತಿನಿಧಿಗಳು ಕಾರ್ಯಕ್ರಮದಲ್ಲಿ ಪಾಲ್ಗೊಳ್ಳಬೇಕು ಎಂದು ಮನವಿ ಮಾಡಲಾಗಿದೆ. ಜಿಲ್ಲಾ ಮಹಿಳಾ ಮತ್ತು ಮಕ್ಕಳ ಅಭಿವೃದ್ಧಿ ಇಲಾಖೆಯ ಉಪನಿರ್ದೇಶಕರಾದ ರಾಜಾನಾಯ್ಕ, ಜಿಲ್ಲಾ ಶಾಲಾ ಶಿಕ್ಷಣ ಇಲಾಖೆಯ ಉಪನಿರ್ದೇಶಕರು ಮತ್ತು ಇತರೆ ಅಧಿಕಾರಿಗಳು ಉಪಸ್ಥಿತರಿರಲಿದ್ದಾರೆ. ಎಲ್ಲಾ ಸಾರ್ವಜನಿಕರು ಮಕ್ಕಳ ಹಕ್ಕುಗಳ ರಕ್ಷಣೆಗೆ ಕೈಜೋಡಿಸಬೇಕೆಂದು ಕೋರಲಾಗಿದೆ. [4,322,190,663]
gruhalakshmi-headline: ಗೃಹಲಕ್ಷ್ಮೀ: 79125 ಫಲಾನುಭವಿಗಳಿಗೆ 15.82 ಕೋಟಿ ಮೊತ್ತ ಪಾವತಿಸಿದೆ [8,1061,688,1092]
article-body: ಅಕ್ಕಿ ಹಂಚಿಕೆ ಮಾಡಲಾಗಿದೆ. ಎನ್.ಎಫ್.ಎಸ್.ಎ ಅಕ್ಕಿ ಹಂಚಿಕೆಯು (ಕೇಂದ್ರ ಸರ್ಕಾರ) 31759 ಕಾರ್ಡುದಾರರಿಗೆ (ಅಂತ್ಯೋದಯ + ಬಿಪಿಎಲ್ ಕಾರ್ಡುದಾರರು) 5466.35 ಕ್ವಿಂಟಾಲ್ ಅಕ್ಕಿ ಹಂಚಿಕೆ ಮಾಡಲಾಗಿದೆ. ಒಟ್ಟಾರೆಯಾಗಿ 31759 ಕಾರ್ಡುದಾರರಿಗೆ 10668 ಕ್ವಿಂಟಾಲ್ ಅಕ್ಕಿ ಹಂಚಿಕೆ ಮಾಡಲಾಗಿದೆ ಎಂದು ಸಭೆಗೆ ತಿಳಿಸಿದರು. ಗೃಹಜ್ಯೋತಿ ಯೋಜನೆಯಡಿ 30-11-2025 ರವರೆಗೆ ಗದಗ ವಿಭಾಗದಲ್ಲಿ 48708 ಸ್ಥಾವರಗಳು ನೋಂದಣಿಯಾಗಿದ್ದು 48481 ಸ್ಥಾವರಗಳ ಫಲಾನುಭವಿಗಳು ಸೌಲಭ್ಯ ಪಡೆಯುತ್ತಿದ್ದಾರೆ. ಗದಗ ಗ್ರಾಮೀಣ ವಿಭಾಗದಲ್ಲಿ 53110 ಸ್ಥಾವರಗಳು ನೋಂದಣಿಯಾಗಿದ್ದು 52909 ಸ್ಥಾವರಗಳು ಸೌಲಭ್ಯ ಪಡೆಯುತ್ತಿವೆ. ಈ ಪೈಕಿ 99.62 ರಷ್ಟು ಪ್ರಗತಿ ಸಾಧಿಸಲಾಗಿದೆ. ಸಭೆಯಲ್ಲಿ ತಾಲೂಕು ಪಂಚಾಯತ್ ಕಾರ್ಯನಿರ್ವಾಹಕ ಅಧಿಕಾರಿ, ಸಮಿತಿ ಸದಸ್ಯರು ಹಾಗೂ ವಿವಿಧ ಇಲಾಖೆಗಳ ಅಧಿಕಾರಿಗಳು ಉಪಸ್ಥಿತರಿದ್ದರು. [756,1104,940,1274]
canteen-inauguration-photo [198,510,492,656]
